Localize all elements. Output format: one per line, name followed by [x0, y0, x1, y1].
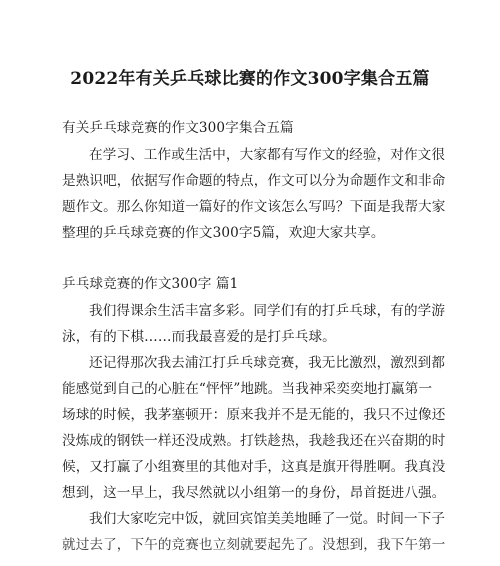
intro-line: 整理的乒乓球竞赛的作文300字5篇，欢迎大家共享。	[62, 225, 385, 241]
intro-line: 是熟识吧，依据写作命题的特点，作文可以分为命题作文和非命	[62, 173, 446, 189]
intro-heading: 有关乒乓球竞赛的作文300字集合五篇	[62, 120, 294, 136]
article-line: 没炼成的钢铁一样还没成熟。打铁趁热，我趁我还在兴奋期的时	[62, 433, 446, 449]
intro-line: 题作文。那么你知道一篇好的作文该怎么写吗？下面是我帮大家	[62, 199, 446, 215]
article-line: 想到，这一早上，我尽然就以小组第一的身份，昂首挺进八强。	[62, 485, 446, 501]
document-title: 2022年有关乒乓球比赛的作文300字集合五篇	[70, 69, 430, 89]
article-heading: 乒乓球竞赛的作文300字 篇1	[62, 276, 239, 292]
article-line: 能感觉到自己的心脏在“怦怦”地跳。当我神采奕奕地打赢第一	[62, 381, 433, 397]
intro-line: 在学习、工作或生活中，大家都有写作文的经验，对作文很	[89, 147, 446, 163]
article-line: 还记得那次我去浦江打乒乓球竞赛，我无比激烈，激烈到都	[89, 355, 446, 371]
article-line: 我们得课余生活丰富多彩。同学们有的打乒乓球，有的学游	[89, 303, 446, 319]
article-line: 泳，有的下棋……而我最喜爱的是打乒乓球。	[62, 329, 336, 345]
article-line: 场球的时候，我茅塞顿开：原来我并不是无能的，我只不过像还	[62, 407, 446, 423]
article-line: 候，又打赢了小组赛里的其他对手，这真是旗开得胜啊。我真没	[62, 459, 446, 475]
article-line: 我们大家吃完中饭，就回宾馆美美地睡了一觉。时间一下子	[89, 511, 446, 527]
article-line: 就过去了，下午的竞赛也立刻就要起先了。没想到，我下午第一	[62, 537, 446, 553]
